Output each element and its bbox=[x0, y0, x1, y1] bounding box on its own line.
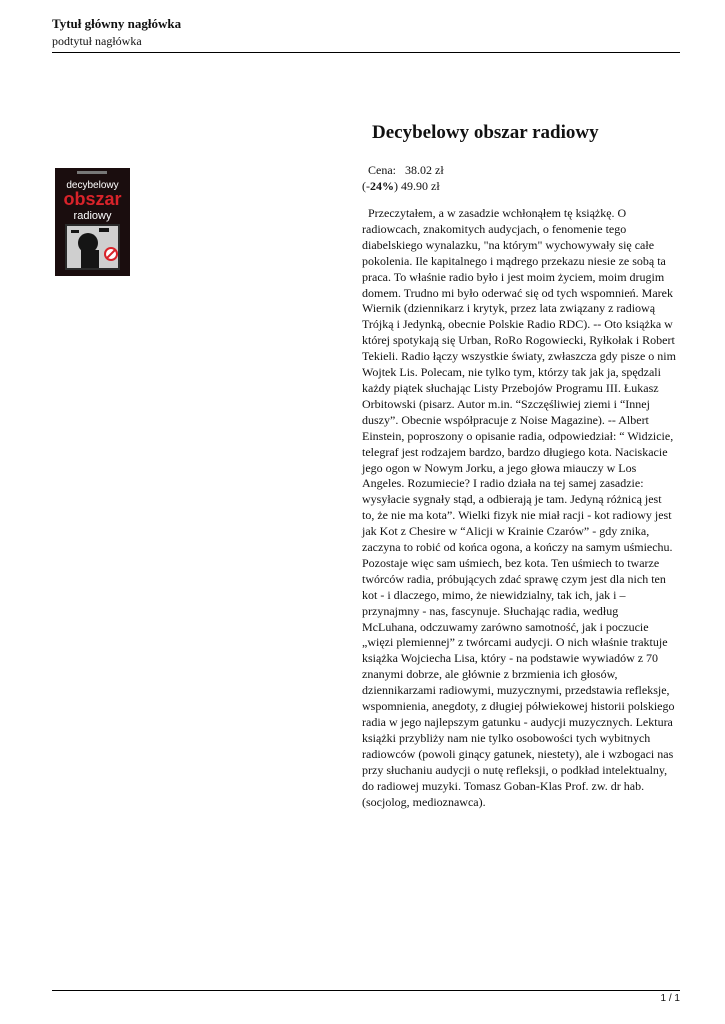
book-cover-image bbox=[55, 168, 130, 276]
book-title: Decybelowy obszar radiowy bbox=[372, 122, 599, 143]
footer-divider bbox=[52, 990, 680, 991]
old-price: 49.90 zł bbox=[401, 179, 440, 193]
discount-open: (- bbox=[362, 179, 370, 193]
cover-line-3: radiowy bbox=[73, 210, 112, 222]
price-block bbox=[362, 162, 444, 194]
discount-row bbox=[362, 178, 444, 194]
cover-line-2: obszar bbox=[63, 189, 122, 209]
discount-close: ) bbox=[394, 179, 398, 193]
price-label: Cena: bbox=[368, 163, 396, 177]
price-value: 38.02 zł bbox=[405, 163, 444, 177]
page-number: 1 / 1 bbox=[660, 993, 680, 1004]
header-subtitle: podtytuł nagłówka bbox=[52, 34, 142, 48]
header-title: Tytuł główny nagłówka bbox=[52, 16, 182, 31]
cover-line-1: decybelowy bbox=[66, 180, 119, 191]
book-description: Przeczytałem, a w zasadzie wchłonąłem tę książkę. O radiowcach, znakomitych audycjach, o fenomenie tego diabelskiego wynalazku, "na którym" wychowywały się całe pokolenia. Ile kapitalnego i mądrego przekazu niesie ze sobą ta praca. To właśnie radio było i jest moim życiem, moim drugim domem. Trudno mi było oderwać się od tych wspomnień. Marek Wiernik (dziennikarz i krytyk, przez lata związany z radiową Trójką i Jedynką, obecnie Polskie Radio RDC). -- Oto książka w której spotykają się Urban, RoRo Rogowiecki, Ryłkołak i Robert Tekieli. Radio łączy wszystkie światy, zwłaszcza gdy pisze o nim Wojtek Lis. Polecam, nie tylko tym, którzy tak jak ja, spędzali każdy piątek słuchając Listy Przebojów Programu III. Łukasz Orbitowski (pisarz. Autor m.in. “Szczęśliwiej ziemi i “Innej duszy”. Obecnie współpracuje z Noise Magazine). -- Albert Einstein, poproszony o opisanie radia, odpowiedział: “ Widzicie, telegraf jest rodzajem bardzo, bardzo długiego kota. Naciskacie jego ogon w Nowym Jorku, a jego głowa miauczy w Los Angeles. Rozumiecie? I radio działa na tej samej zasadzie: wysyłacie sygnały stąd, a odbierają je tam. Jedyną różnicą jest to, że nie ma kota”. Wielki fizyk nie miał racji - kot radiowy jest jak Kot z Chesire w “Alicji w Krainie Czarów” - gdy znika, zaczyna to robić od końca ogona, a kończy na samym uśmiechu. Pozostaje więc sam uśmiech, bez kota. Ten uśmiech to twarze twórców radia, próbujących zdać sprawę czym jest dla nich ten kot - i dlaczego, mimo, że niewidzialny, tak ich, jak i – przynajmny - nas, fascynuje. Słuchając radia, według McLuhana, odczuwamy zarówno samotność, jak i poczucie „więzi plemiennej” z twórcami audycji. O nich właśnie traktuje książka Wojciecha Lisa, który - na podstawie wywiadów z 70 znanymi dobrze, ale głównie z brzmienia ich głosów, dziennikarzami radiowymi, muzycznymi, przedstawia refleksje, wspomnienia, anegdoty, z długiej półwiekowej historii polskiego radia w jego najlepszym gatunku - audycji muzycznych. Lektura książki przybliży nam nie tylko osobowości tych wybitnych radiowców (powoli ginący gatunek, niestety), ale i wzbogaci nas przy słuchaniu audycji o nutę refleksji, o podkład intelektualny, do radiowej muzyki. Tomasz Goban-Klas Prof. zw. dr hab. (socjolog, medioznawca). bbox=[362, 206, 676, 809]
price-row bbox=[362, 162, 444, 178]
discount-percent: 24% bbox=[370, 179, 394, 193]
header-divider bbox=[52, 52, 680, 53]
